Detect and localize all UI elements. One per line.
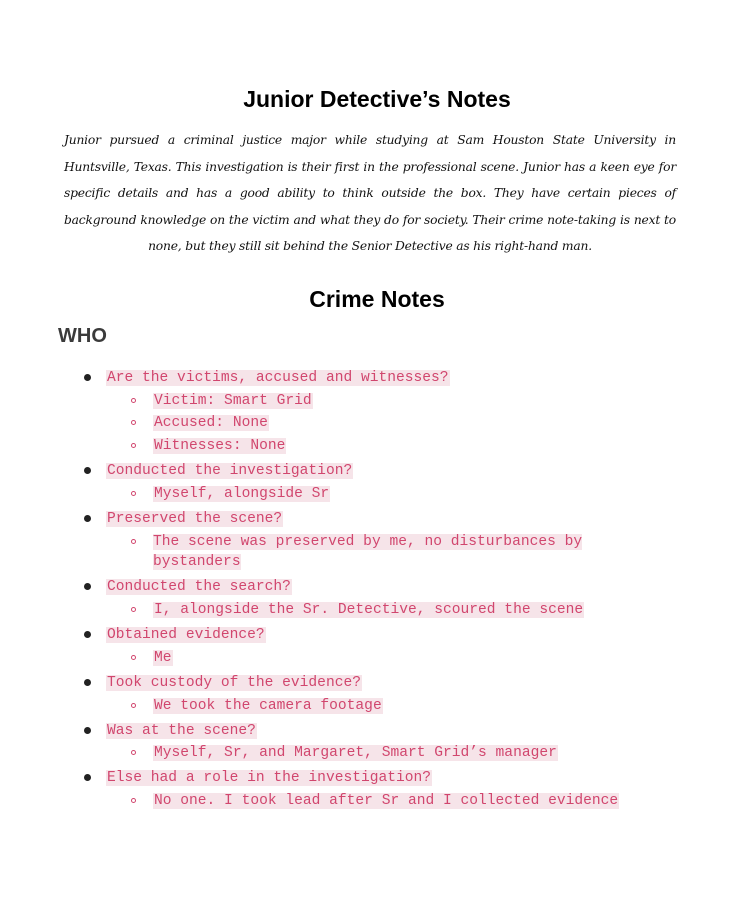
heading-who: WHO [58, 325, 107, 347]
intro-paragraph: Junior pursued a criminal justice major while studying at Sam Houston State University in Huntsville, Texas. This investigation is their first in the professional scene. Junior has a keen eye for specific details and has a good ability to think outside the box. They have certain pieces of background knowledge on the victim and what they do for society. Their crime note-taking is next to none, but they still sit behind the Senior Detective as his right-hand man. [64, 133, 676, 253]
list-item-answer: We took the camera footage [154, 698, 382, 714]
sub-bullet-icon [131, 607, 136, 612]
bullet-icon [84, 583, 91, 590]
sub-bullet-icon [131, 798, 136, 803]
document-title: Junior Detective’s Notes [243, 86, 511, 112]
list-item-question: Are the victims, accused and witnesses? [107, 370, 449, 386]
sub-bullet-icon [131, 420, 136, 425]
list-item-answer: Witnesses: None [154, 438, 286, 454]
list-item-answer: Myself, Sr, and Margaret, Smart Grid’s manager [154, 745, 557, 761]
section-title-crime-notes: Crime Notes [309, 286, 445, 312]
list-item-answer: No one. I took lead after Sr and I collected evidence [154, 793, 619, 809]
bullet-icon [84, 374, 91, 381]
list-item-question: Obtained evidence? [107, 627, 265, 643]
sub-bullet-icon [131, 539, 136, 544]
list-item-question: Conducted the search? [107, 579, 291, 595]
list-item-answer: I, alongside the Sr. Detective, scoured the scene [154, 602, 584, 618]
bullet-icon [84, 727, 91, 734]
list-item-question: Took custody of the evidence? [107, 675, 361, 691]
list-item-answer: The scene was preserved by me, no disturbances by bystanders [153, 534, 583, 570]
list-item-question: Preserved the scene? [107, 511, 283, 527]
list-item-answer: Accused: None [154, 415, 268, 431]
list-item-question: Else had a role in the investigation? [107, 770, 432, 786]
list-item-answer: Me [154, 650, 172, 666]
list-item-question: Was at the scene? [107, 723, 256, 739]
bullet-icon [84, 515, 91, 522]
sub-bullet-icon [131, 703, 136, 708]
sub-bullet-icon [131, 443, 136, 448]
bullet-icon [84, 679, 91, 686]
list-item-question: Conducted the investigation? [107, 463, 353, 479]
sub-bullet-icon [131, 491, 136, 496]
list-item-answer: Victim: Smart Grid [154, 393, 312, 409]
sub-bullet-icon [131, 398, 136, 403]
bullet-icon [84, 467, 91, 474]
list-item-answer: Myself, alongside Sr [154, 486, 330, 502]
sub-bullet-icon [131, 655, 136, 660]
sub-bullet-icon [131, 750, 136, 755]
bullet-icon [84, 774, 91, 781]
bullet-icon [84, 631, 91, 638]
